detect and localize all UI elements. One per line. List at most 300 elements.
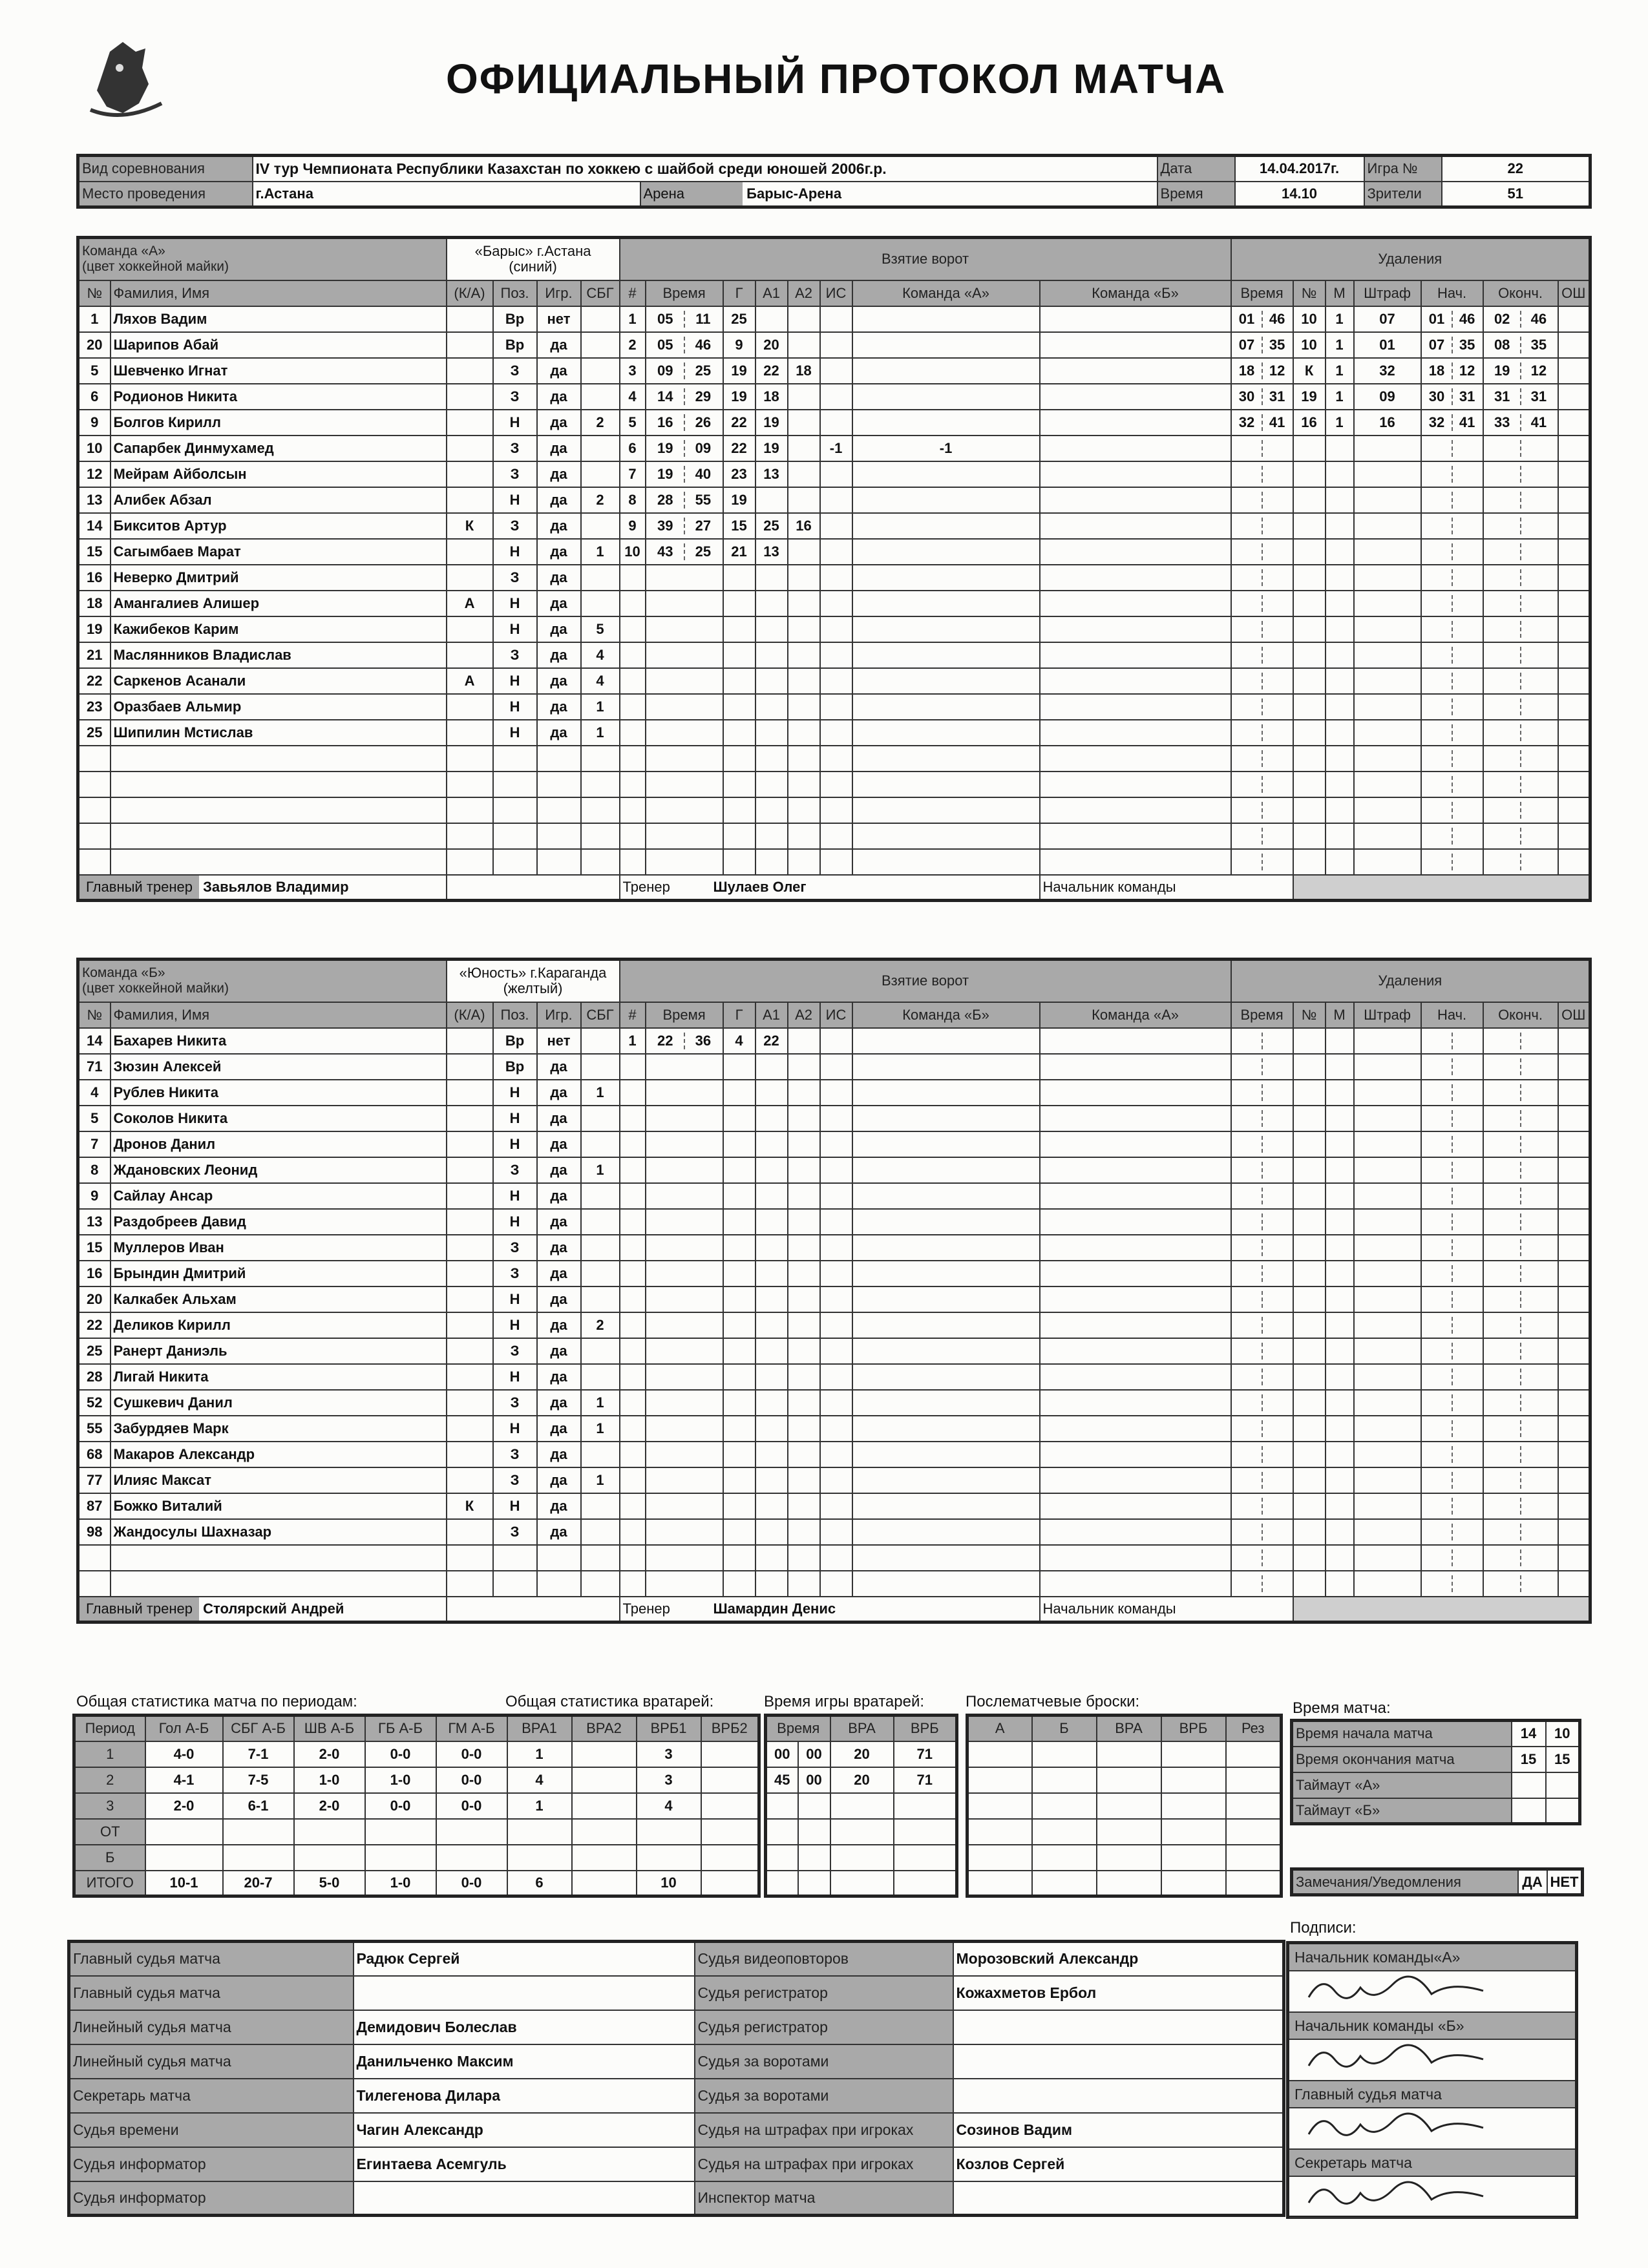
official-role: Судья регистратор — [695, 2010, 953, 2044]
roster-header: СБГ — [581, 1002, 620, 1028]
goal-scorer — [723, 1493, 755, 1519]
goals-header: # — [620, 280, 646, 306]
penalty-time-sec — [1263, 1472, 1292, 1489]
penalty-code — [1354, 1261, 1421, 1286]
player-name — [111, 1571, 447, 1597]
player-position: З — [493, 436, 537, 461]
penalty-player — [1293, 668, 1326, 694]
penalty-end-min — [1484, 1498, 1521, 1515]
match-time-table — [1290, 1719, 1581, 1825]
penalty-code: 32 — [1354, 358, 1421, 384]
goalie-time-value: 20 — [830, 1767, 894, 1793]
penalty-start-min — [1422, 724, 1452, 741]
penalty-ow — [1558, 1390, 1590, 1416]
penalty-player — [1293, 772, 1326, 797]
penalty-start-min: 32 — [1422, 414, 1452, 431]
goal-no — [620, 1312, 646, 1338]
penalty-start-min — [1422, 1317, 1452, 1334]
goal-assist2 — [788, 1054, 820, 1080]
penalty-end-min — [1484, 828, 1521, 845]
penalty-start-min — [1422, 1265, 1452, 1282]
goal-scorer — [723, 591, 755, 616]
match-time-label: Время окончания матча — [1292, 1747, 1512, 1772]
player-position: Н — [493, 591, 537, 616]
team-b-head-coach: Столярский Андрей — [203, 1600, 344, 1617]
player-position: Н — [493, 487, 537, 513]
player-row — [78, 1364, 1590, 1390]
team-a-manager-label: Начальник команды — [1040, 875, 1293, 901]
penalty-ow — [1558, 332, 1590, 358]
penalty-minutes — [1326, 1028, 1354, 1054]
player-name: Лигай Никита — [111, 1364, 447, 1390]
penalty-start-min: 30 — [1422, 388, 1452, 405]
team-situation-other — [1040, 1261, 1231, 1286]
penalty-time-sec — [1263, 802, 1292, 819]
player-number: 14 — [78, 513, 111, 539]
player-shots: 4 — [581, 668, 620, 694]
team-situation — [852, 797, 1040, 823]
team-situation — [852, 384, 1040, 410]
goal-assist2 — [788, 1467, 820, 1493]
goal-strength — [820, 1054, 852, 1080]
penalty-code — [1354, 823, 1421, 849]
goal-scorer — [723, 1261, 755, 1286]
team-situation — [852, 668, 1040, 694]
penalty-player: 10 — [1293, 306, 1326, 332]
penalty-end-min — [1484, 854, 1521, 870]
goal-no — [620, 1131, 646, 1157]
team-situation-other — [1040, 1390, 1231, 1416]
goal-scorer — [723, 642, 755, 668]
player-position: Н — [493, 1106, 537, 1131]
penalty-start — [1421, 849, 1483, 875]
player-row — [78, 1493, 1590, 1519]
goalie-time-value: 00 — [766, 1741, 798, 1767]
player-captain — [447, 1080, 493, 1106]
player-row — [78, 668, 1590, 694]
penalty-start-sec — [1453, 1369, 1482, 1385]
player-shots — [581, 1106, 620, 1131]
team-situation-other — [1040, 1467, 1231, 1493]
penalty-time-min — [1232, 1136, 1262, 1153]
player-shots — [581, 436, 620, 461]
team-situation-other — [1040, 461, 1231, 487]
penalty-end-min — [1484, 802, 1521, 819]
player-row — [78, 513, 1590, 539]
penalty-end-sec — [1521, 673, 1557, 689]
penalty-end-sec — [1521, 1213, 1557, 1230]
penalty-time-sec — [1263, 1343, 1292, 1360]
goal-assist1 — [755, 1416, 788, 1442]
notes-label: Замечания/Уведомления — [1292, 1869, 1518, 1895]
goal-scorer — [723, 1467, 755, 1493]
player-played: да — [537, 1390, 581, 1416]
goal-scorer — [723, 1571, 755, 1597]
penalty-end — [1483, 1106, 1558, 1131]
player-played — [537, 1545, 581, 1571]
penalty-end-min: 02 — [1484, 311, 1521, 328]
penalty-end-sec — [1521, 1188, 1557, 1204]
goal-time — [646, 746, 723, 772]
official-name: Егинтаева Асемгуль — [354, 2147, 695, 2181]
goal-no — [620, 642, 646, 668]
penalty-start-sec: 35 — [1459, 336, 1475, 353]
shootout-header: Б — [1032, 1716, 1097, 1741]
penalty-time-min — [1232, 543, 1262, 560]
notes-no[interactable]: НЕТ — [1547, 1869, 1583, 1895]
team-situation-other — [1040, 1286, 1231, 1312]
team-situation — [852, 1442, 1040, 1467]
penalty-header: Штраф — [1354, 280, 1421, 306]
player-captain — [447, 1390, 493, 1416]
player-number: 10 — [78, 436, 111, 461]
penalty-code — [1354, 1338, 1421, 1364]
penalty-time-sec — [1263, 1498, 1292, 1515]
goal-no — [620, 1286, 646, 1312]
penalty-time — [1231, 849, 1293, 875]
goal-time — [646, 410, 723, 436]
period-value — [365, 1845, 436, 1871]
goal-time — [646, 358, 723, 384]
penalty-minutes — [1326, 1442, 1354, 1467]
penalty-code — [1354, 1054, 1421, 1080]
penalty-start-min — [1422, 1394, 1452, 1411]
penalty-code — [1354, 1080, 1421, 1106]
player-row — [78, 1312, 1590, 1338]
player-position: З — [493, 1467, 537, 1493]
player-shots: 2 — [581, 410, 620, 436]
penalty-time-min: 30 — [1232, 388, 1262, 405]
goal-strength — [820, 1286, 852, 1312]
penalty-time-sec — [1263, 673, 1292, 689]
player-shots: 1 — [581, 1390, 620, 1416]
player-played: да — [537, 1416, 581, 1442]
penalty-start-min — [1422, 1058, 1452, 1075]
penalty-minutes — [1326, 1571, 1354, 1597]
penalty-header: Время — [1231, 1002, 1293, 1028]
penalty-end-min — [1484, 1317, 1521, 1334]
player-position: Н — [493, 1312, 537, 1338]
player-number: 14 — [78, 1028, 111, 1054]
signature-area[interactable] — [1289, 2108, 1575, 2150]
team-situation — [852, 410, 1040, 436]
penalty-start-min — [1422, 1446, 1452, 1463]
goal-assist2 — [788, 797, 820, 823]
goal-time — [646, 1364, 723, 1390]
player-row — [78, 565, 1590, 591]
player-number: 6 — [78, 384, 111, 410]
penalty-time-sec — [1263, 569, 1292, 586]
player-shots — [581, 1364, 620, 1390]
player-row — [78, 1467, 1590, 1493]
penalty-header: № — [1293, 1002, 1326, 1028]
player-captain: К — [447, 1493, 493, 1519]
player-position: З — [493, 384, 537, 410]
penalty-ow — [1558, 1131, 1590, 1157]
period-header: СБГ А-Б — [223, 1716, 294, 1741]
notes-yes[interactable]: ДА — [1518, 1869, 1547, 1895]
goal-assist2 — [788, 823, 820, 849]
official-role: Судья на штрафах при игроках — [695, 2147, 953, 2181]
official-name: Козлов Сергей — [953, 2147, 1284, 2181]
penalty-code — [1354, 539, 1421, 565]
goal-assist2 — [788, 410, 820, 436]
player-name: Родионов Никита — [111, 384, 447, 410]
goal-time-sec: 29 — [695, 388, 712, 404]
player-played — [537, 772, 581, 797]
penalty-end-sec — [1521, 1498, 1557, 1515]
penalty-end — [1483, 1261, 1558, 1286]
player-position: З — [493, 1519, 537, 1545]
match-time-hours — [1512, 1772, 1546, 1798]
goalie-time-value — [894, 1871, 957, 1896]
team-situation — [852, 539, 1040, 565]
goal-assist2 — [788, 1338, 820, 1364]
period-label: 2 — [74, 1767, 145, 1793]
goal-assist1: 13 — [755, 539, 788, 565]
roster-header: (К/А) — [447, 1002, 493, 1028]
goal-assist2 — [788, 616, 820, 642]
logo-icon — [84, 39, 168, 123]
penalty-minutes — [1326, 1235, 1354, 1261]
penalty-time-min — [1232, 1033, 1262, 1049]
team-situation-other — [1040, 1028, 1231, 1054]
player-played: да — [537, 358, 581, 384]
penalty-time — [1231, 1209, 1293, 1235]
penalty-time — [1231, 720, 1293, 746]
goal-time — [646, 1390, 723, 1416]
player-row — [78, 306, 1590, 332]
player-position: З — [493, 1261, 537, 1286]
goal-scorer — [723, 797, 755, 823]
penalty-minutes — [1326, 1183, 1354, 1209]
goal-strength — [820, 823, 852, 849]
player-shots: 1 — [581, 694, 620, 720]
penalty-time-min — [1232, 1058, 1262, 1075]
goal-scorer — [723, 849, 755, 875]
goalie-time-value — [798, 1819, 830, 1845]
penalty-time — [1231, 797, 1293, 823]
penalty-player — [1293, 1338, 1326, 1364]
penalty-code — [1354, 1571, 1421, 1597]
period-header: ШВ А-Б — [294, 1716, 365, 1741]
penalty-end-min — [1484, 621, 1521, 638]
player-row — [78, 1286, 1590, 1312]
game-no-label: Игра № — [1364, 156, 1442, 182]
penalty-end-sec — [1521, 1420, 1557, 1437]
player-number: 7 — [78, 1131, 111, 1157]
team-situation-other — [1040, 1338, 1231, 1364]
team-b-name: «Юность» г.Караганда (желтый) — [447, 960, 620, 1002]
player-position: Н — [493, 720, 537, 746]
penalty-end-sec — [1521, 1110, 1557, 1127]
penalty-time — [1231, 1493, 1293, 1519]
penalty-end-sec — [1521, 1162, 1557, 1179]
match-time-minutes — [1546, 1798, 1580, 1824]
player-played: да — [537, 1054, 581, 1080]
goal-no: 6 — [620, 436, 646, 461]
team-b-block — [76, 958, 1592, 1624]
player-shots — [581, 1571, 620, 1597]
goal-strength — [820, 384, 852, 410]
penalty-end-min — [1484, 1033, 1521, 1049]
penalty-time — [1231, 410, 1293, 436]
penalty-end-sec — [1521, 647, 1557, 664]
penalty-start-sec — [1453, 595, 1482, 612]
signature-area[interactable] — [1289, 1971, 1575, 2013]
player-position: Н — [493, 616, 537, 642]
player-number: 52 — [78, 1390, 111, 1416]
penalty-time-min: 32 — [1232, 414, 1262, 431]
team-situation — [852, 332, 1040, 358]
penalty-ow — [1558, 694, 1590, 720]
penalty-player — [1293, 1080, 1326, 1106]
team-a-coach-label: Тренер — [622, 878, 670, 895]
goal-no — [620, 746, 646, 772]
penalty-time — [1231, 436, 1293, 461]
player-shots — [581, 1493, 620, 1519]
goal-strength — [820, 461, 852, 487]
goal-strength — [820, 668, 852, 694]
penalty-start — [1421, 720, 1483, 746]
penalty-start — [1421, 1157, 1483, 1183]
player-shots — [581, 591, 620, 616]
penalty-player — [1293, 1157, 1326, 1183]
penalty-time-min — [1232, 1343, 1262, 1360]
penalty-time-sec: 31 — [1269, 388, 1285, 404]
penalty-end — [1483, 720, 1558, 746]
penalty-ow — [1558, 1235, 1590, 1261]
goalie-value — [572, 1845, 637, 1871]
penalty-minutes: 1 — [1326, 332, 1354, 358]
player-position: З — [493, 1442, 537, 1467]
period-header: Период — [74, 1716, 145, 1741]
player-shots — [581, 306, 620, 332]
penalty-header: М — [1326, 280, 1354, 306]
player-position: Н — [493, 694, 537, 720]
player-position: З — [493, 513, 537, 539]
player-played: да — [537, 1364, 581, 1390]
goal-assist2 — [788, 694, 820, 720]
goal-scorer: 15 — [723, 513, 755, 539]
penalty-end-min — [1484, 1188, 1521, 1204]
player-name: Макаров Александр — [111, 1442, 447, 1467]
shootout-cell — [1097, 1741, 1161, 1767]
player-shots: 1 — [581, 539, 620, 565]
player-number — [78, 746, 111, 772]
goal-no: 5 — [620, 410, 646, 436]
penalty-start — [1421, 694, 1483, 720]
goal-scorer — [723, 1157, 755, 1183]
penalty-start — [1421, 1442, 1483, 1467]
goal-strength — [820, 642, 852, 668]
penalty-time-min — [1232, 1524, 1262, 1540]
shootout-cell — [967, 1793, 1032, 1819]
goal-time-min: 28 — [647, 492, 685, 509]
player-row — [78, 642, 1590, 668]
shootout-cell — [1032, 1845, 1097, 1871]
goal-strength: -1 — [820, 436, 852, 461]
goal-time — [646, 1131, 723, 1157]
penalty-code — [1354, 694, 1421, 720]
penalty-code — [1354, 1442, 1421, 1467]
player-name: Сапарбек Динмухамед — [111, 436, 447, 461]
shootout-cell — [1032, 1871, 1097, 1896]
goal-no: 10 — [620, 539, 646, 565]
goal-assist2 — [788, 306, 820, 332]
player-number: 77 — [78, 1467, 111, 1493]
penalty-start — [1421, 1364, 1483, 1390]
official-role: Судья регистратор — [695, 1976, 953, 2010]
team-a-name: «Барыс» г.Астана (синий) — [447, 238, 620, 280]
player-name: Мейрам Айболсын — [111, 461, 447, 487]
signatures-box — [1286, 1941, 1578, 2219]
penalty-end-min — [1484, 1524, 1521, 1540]
official-name — [953, 2010, 1284, 2044]
team-b-coach-label: Тренер — [622, 1600, 670, 1617]
penalty-minutes — [1326, 1545, 1354, 1571]
penalty-start-min — [1422, 1575, 1452, 1592]
penalty-start — [1421, 1416, 1483, 1442]
goal-assist2 — [788, 1209, 820, 1235]
penalty-start-sec — [1453, 1343, 1482, 1360]
penalty-end — [1483, 1028, 1558, 1054]
player-row — [78, 461, 1590, 487]
goal-no — [620, 1261, 646, 1286]
goal-assist1: 19 — [755, 410, 788, 436]
penalty-time-sec — [1263, 1524, 1292, 1540]
penalty-ow — [1558, 1080, 1590, 1106]
penalty-minutes — [1326, 720, 1354, 746]
penalty-end-sec — [1521, 828, 1557, 845]
penalty-time-min — [1232, 1575, 1262, 1592]
goal-no — [620, 772, 646, 797]
player-played: да — [537, 642, 581, 668]
penalty-end-sec — [1521, 1239, 1557, 1256]
penalty-code — [1354, 1416, 1421, 1442]
team-b-table — [76, 958, 1592, 1624]
goal-no — [620, 797, 646, 823]
penalty-end — [1483, 616, 1558, 642]
penalty-minutes — [1326, 1286, 1354, 1312]
penalty-start-min — [1422, 543, 1452, 560]
penalty-ow — [1558, 487, 1590, 513]
goals-header: Команда «Б» — [1040, 280, 1231, 306]
official-role: Линейный судья матча — [69, 2044, 354, 2079]
player-number: 25 — [78, 720, 111, 746]
penalty-start-sec — [1453, 1575, 1482, 1592]
shootout-cell — [1226, 1845, 1282, 1871]
goal-no: 1 — [620, 306, 646, 332]
signature-area[interactable] — [1289, 2040, 1575, 2081]
shootout-cell — [1226, 1767, 1282, 1793]
player-shots: 4 — [581, 642, 620, 668]
goal-scorer — [723, 694, 755, 720]
penalty-start-min — [1422, 673, 1452, 689]
goalie-time-value: 00 — [798, 1741, 830, 1767]
period-value — [145, 1819, 223, 1845]
penalty-time-min — [1232, 1472, 1262, 1489]
competition-label: Вид соревнования — [78, 156, 253, 182]
goal-assist2 — [788, 591, 820, 616]
penalty-start — [1421, 487, 1483, 513]
signature-area[interactable] — [1289, 2177, 1575, 2218]
penalty-player — [1293, 1209, 1326, 1235]
player-row — [78, 1416, 1590, 1442]
penalty-end — [1483, 1209, 1558, 1235]
penalty-time — [1231, 1338, 1293, 1364]
penalty-end-sec — [1521, 595, 1557, 612]
